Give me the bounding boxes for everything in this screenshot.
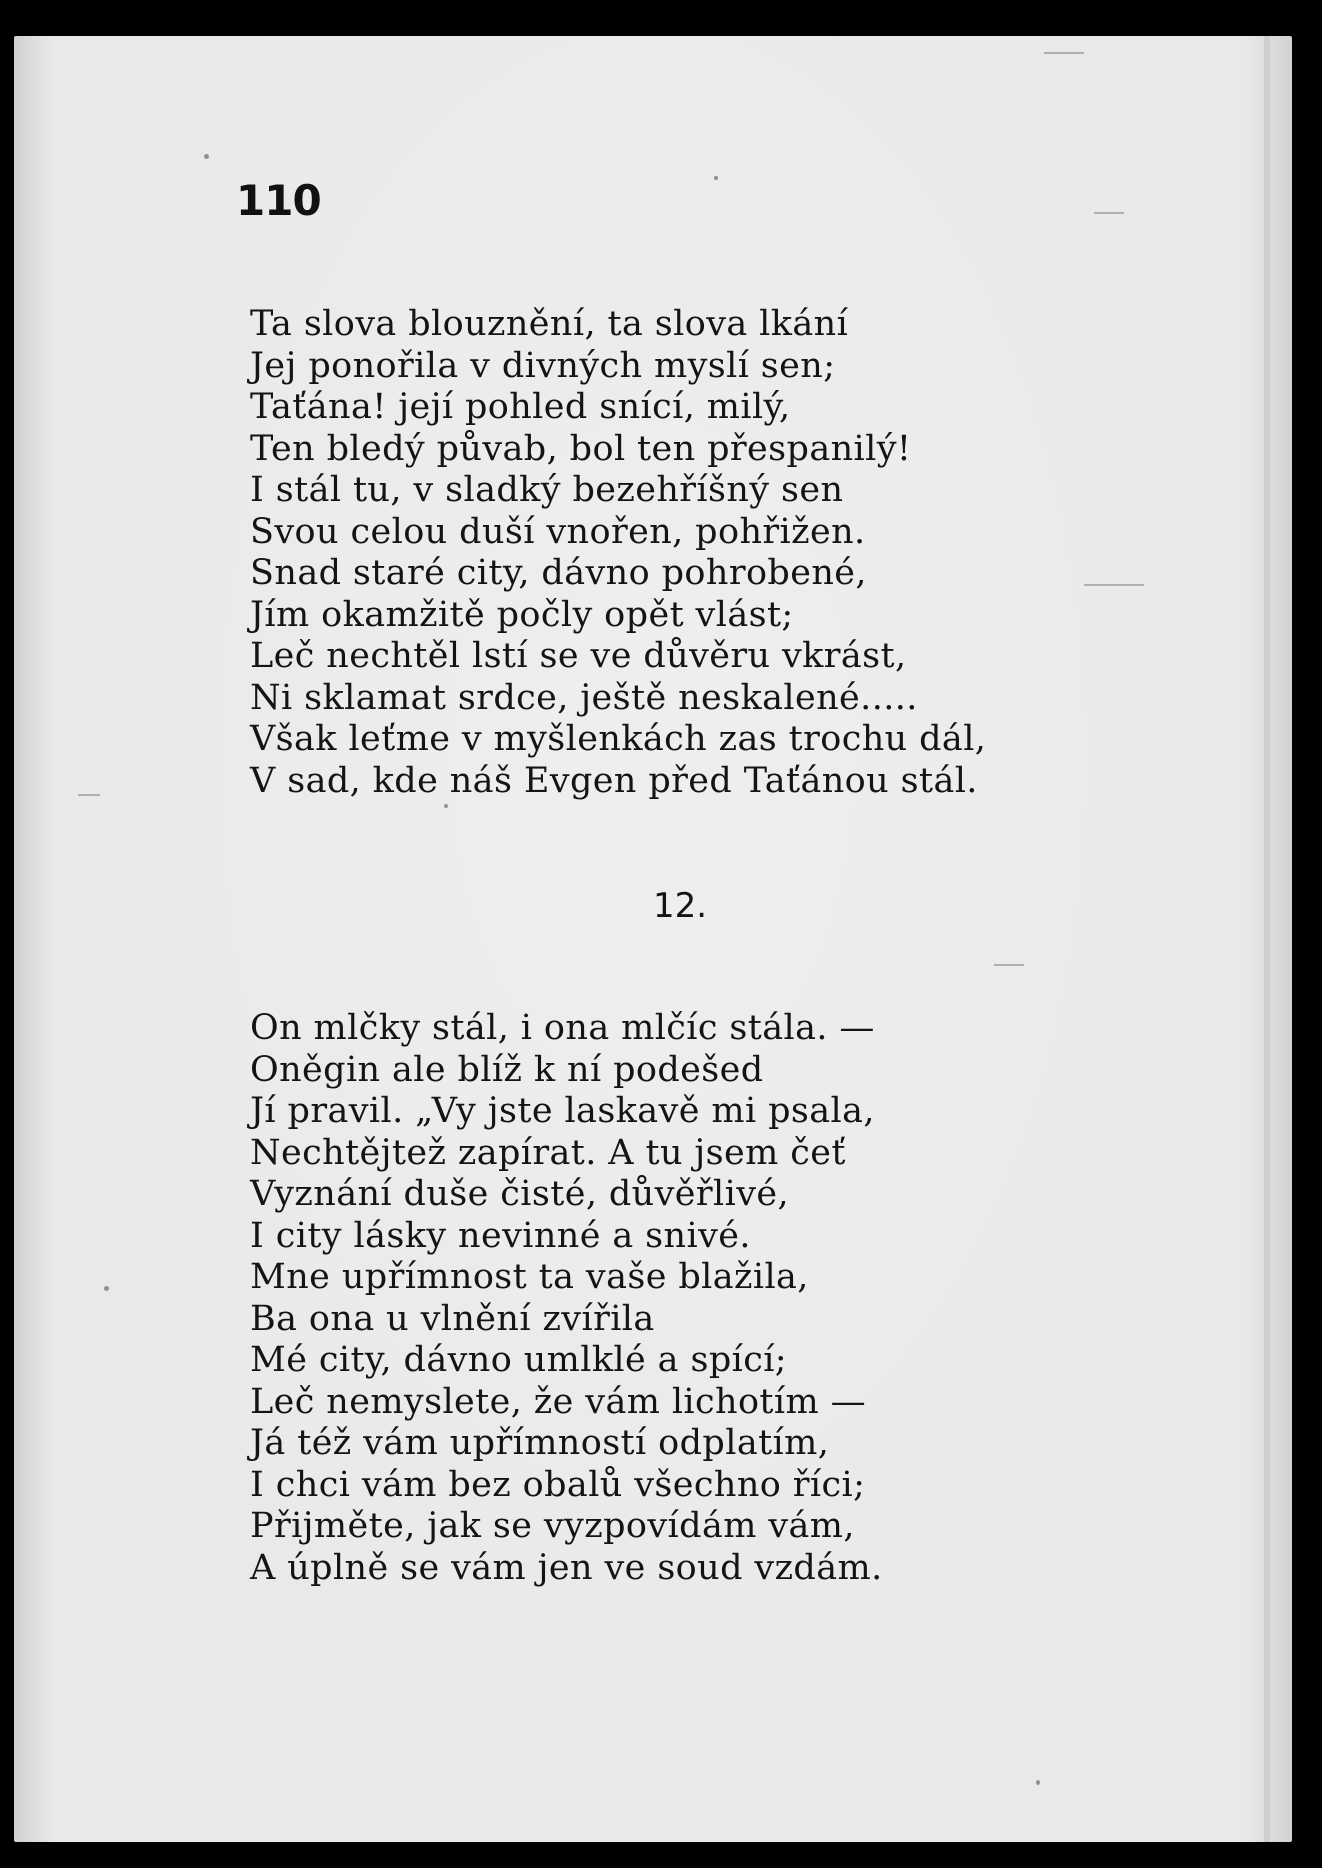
- verse-line: Vyznání duše čisté, důvěřlivé,: [250, 1174, 790, 1214]
- verse-line: I city lásky nevinné a snivé.: [250, 1215, 751, 1256]
- stanza-11-ending: [250, 304, 986, 802]
- verse-line: A úplně se vám jen ve soud vzdám.: [250, 1547, 883, 1588]
- verse-line: Mne upřímnost ta vaše blažila,: [250, 1257, 809, 1297]
- scan-speck: [714, 176, 718, 180]
- scan-speck: [104, 1286, 109, 1291]
- scan-mark: [994, 964, 1024, 966]
- scan-speck: [1036, 1780, 1040, 1785]
- verse-line: Jí pravil. „Vy jste laskavě mi psala,: [250, 1091, 875, 1131]
- verse-line: Ba ona u vlnění zvířila: [250, 1298, 655, 1339]
- stanza-12: [250, 1008, 883, 1589]
- verse-line: Ten bledý půvab, bol ten přespanilý!: [250, 428, 912, 469]
- verse-line: Nechtějtež zapírat. A tu jsem čeť: [250, 1132, 846, 1173]
- book-page: [14, 36, 1292, 1842]
- verse-line: I stál tu, v sladký bezehříšný sen: [250, 470, 844, 510]
- verse-line: Ta slova blouznění, ta slova lkání: [250, 304, 849, 344]
- verse-line: Přijměte, jak se vyzpovídám vám,: [250, 1506, 855, 1546]
- verse-line: Leč nemyslete, že vám lichotím —: [250, 1381, 867, 1422]
- verse-line: Jej ponořila v divných myslí sen;: [250, 345, 836, 386]
- verse-line: I chci vám bez obalů všechno říci;: [250, 1464, 866, 1505]
- verse-line: Já též vám upřímností odplatím,: [250, 1423, 830, 1463]
- verse-line: Jím okamžitě počly opět vlást;: [250, 594, 794, 635]
- verse-line: Taťána! její pohled snící, milý,: [250, 387, 791, 427]
- verse-line: Snad staré city, dávno pohrobené,: [250, 553, 867, 593]
- page-edge: [1264, 36, 1270, 1842]
- verse-line: Oněgin ale blíž k ní podešed: [250, 1049, 764, 1090]
- scan-speck: [204, 154, 209, 159]
- scan-mark: [1094, 212, 1124, 214]
- scan-mark: [78, 794, 100, 796]
- verse-line: Svou celou duší vnořen, pohřižen.: [250, 511, 866, 552]
- verse-line: Leč nechtěl lstí se ve důvěru vkrást,: [250, 636, 907, 676]
- verse-line: Mé city, dávno umlklé a spící;: [250, 1340, 787, 1380]
- scan-mark: [1084, 584, 1144, 586]
- page-number: 110: [236, 176, 321, 225]
- verse-line: Ni sklamat srdce, ještě neskalené.....: [250, 677, 918, 718]
- verse-line: V sad, kde náš Evgen před Taťánou stál.: [250, 760, 978, 801]
- verse-line: On mlčky stál, i ona mlčíc stála. —: [250, 1008, 875, 1048]
- scan-speck: [444, 804, 448, 808]
- scan-mark: [1044, 52, 1084, 54]
- verse-line: Však leťme v myšlenkách zas trochu dál,: [250, 719, 987, 759]
- section-number: 12.: [653, 886, 708, 926]
